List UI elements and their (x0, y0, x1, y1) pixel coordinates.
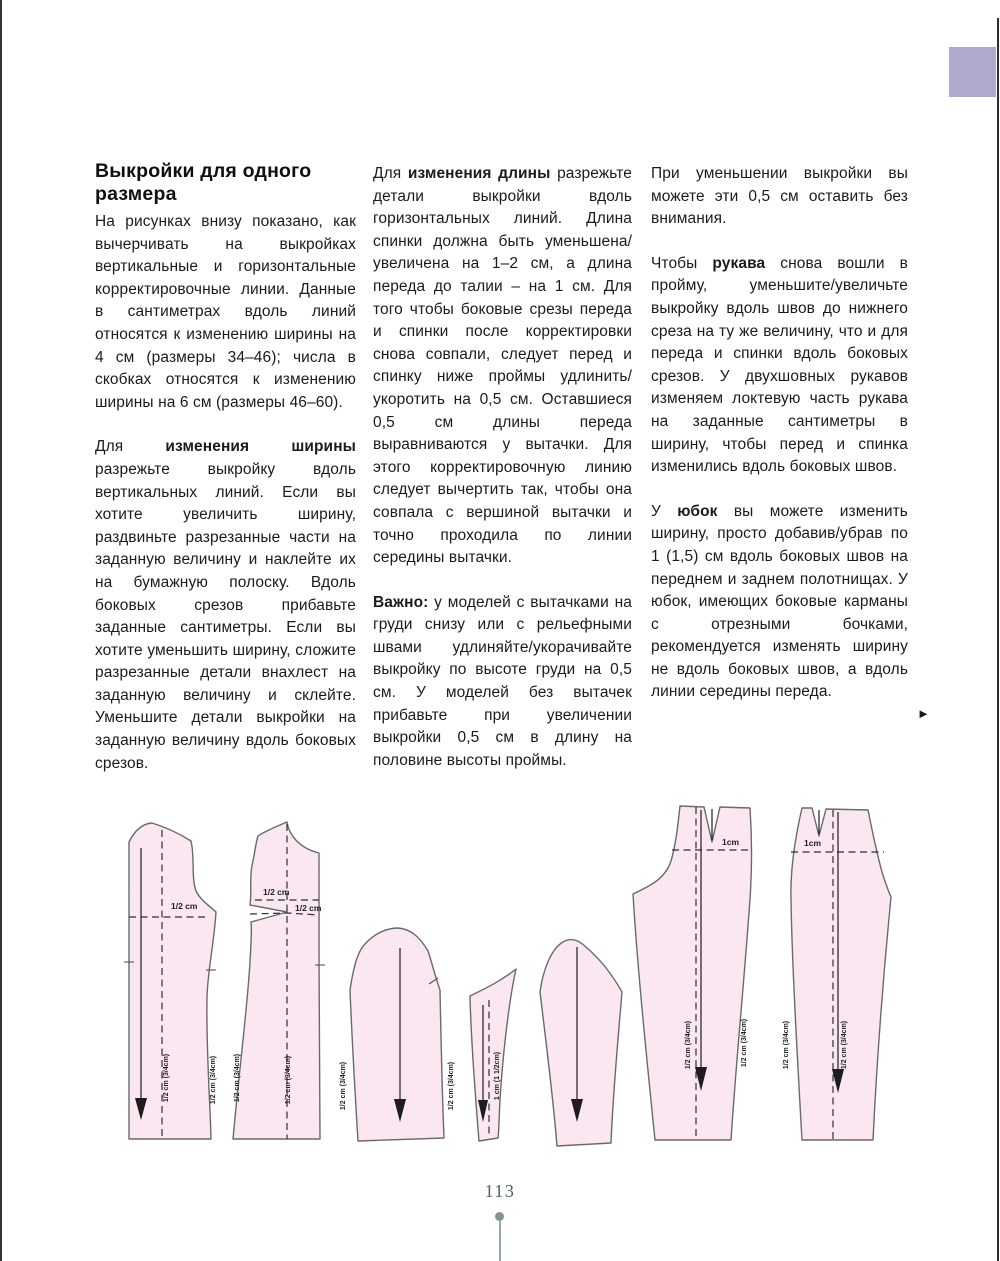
measurement-label: 1/2 cm (3/4cm) (210, 1055, 217, 1105)
pattern-piece-outline (791, 808, 891, 1140)
measurement-label: 1cm (804, 838, 822, 848)
continuation-arrow-icon: ► (917, 706, 930, 721)
measurement-label: 1 cm (1 1/2cm) (494, 1051, 501, 1101)
pattern-piece-trousers-front (783, 808, 891, 1140)
measurement-label: 1/2 cm (3/4cm) (783, 1020, 790, 1070)
pattern-piece-outline (129, 823, 216, 1139)
measurement-label: 1/2 cm (3/4cm) (741, 1018, 748, 1068)
paragraph-text: снова вошли в пройму, уменьшите/увеличьте выкройку вдоль швов до нижнего среза на ту же величину, что и для переда и спинки вдоль боковых срезов. У двухшовных рукавов изменяем локтевую часть рукава на заданные сантиметры в ширину, чтобы перед и спинка изменились вдоль боковых швов. (651, 254, 908, 476)
pattern-piece-sleeve-front (540, 940, 622, 1146)
measurement-label: 1/2 cm (263, 887, 290, 897)
pattern-piece-dress-front (233, 822, 325, 1139)
paragraph-text: Для (95, 438, 166, 456)
paragraph-bold-text: изменения ширины (165, 438, 356, 456)
measurement-label: 1/2 cm (3/4cm) (685, 1020, 692, 1070)
measurement-label: 1/2 cm (171, 901, 198, 911)
measurement-label: 1/2 cm (3/4cm) (841, 1020, 848, 1070)
pattern-piece-dress-back (124, 823, 217, 1139)
paragraph-text: У (651, 502, 678, 520)
measurement-label: 1cm (722, 837, 740, 847)
paragraph-bold-text: изменения длины (407, 165, 551, 182)
page-title: Выкройки для одного размера (95, 160, 312, 205)
paragraph-text: При уменьшении выкройки вы можете эти 0,5 см оставить без внимания. (651, 165, 908, 228)
measurement-label: 1/2 cm (3/4cm) (163, 1053, 170, 1103)
paragraph-text: разрежьте выкройку вдоль вертикальных линий. Если вы хотите увеличить ширину, раздвиньте разрезанные части на заданную величину и наклейте их на бумажную полоску. Вдоль боковых срезов прибавьте заданные сантиметры. Если вы хотите уменьшить ширину, сложите разрезанные детали внахлест на заданную величину и склейте. Уменьшите детали выкройки на заданную величину вдоль боковых срезов. (95, 460, 356, 772)
pattern-piece-outline (470, 969, 516, 1141)
paragraph-bold-text: Важно: (373, 593, 429, 611)
pattern-piece-outline (233, 822, 320, 1139)
paragraph-text: Чтобы (651, 254, 713, 272)
measurement-label: 1/2 cm (295, 903, 322, 913)
paragraph-bold-text: рукава (712, 254, 766, 272)
pattern-piece-outline (633, 806, 752, 1140)
pattern-piece-sleeve-back (340, 928, 455, 1141)
paragraph-text: разрежьте детали выкройки вдоль горизонтальных линий. Длина спинки должна быть уменьшена/увеличена на 1–2 см, а длина переда до талии – на 1 см. Для того чтобы боковые срезы переда и спинки после корректировки снова совпали, следует перед и спинку ниже проймы удлинить/укоротить на 0,5 см. Оставшиеся 0,5 см длины переда выравниваются у вытачки. Для этого корректировочную линию следует вычертить так, чтобы она совпала с вершиной вытачки и точно проходила по линии середины вытачки. (373, 165, 632, 567)
pattern-piece-undersleeve (470, 969, 516, 1141)
page-number: 113 (484, 1181, 516, 1201)
measurement-label: 1/2 cm (3/4cm) (340, 1061, 347, 1111)
measurement-label: 1/2 cm (3/4cm) (234, 1053, 241, 1103)
paragraph-text: Для (373, 165, 408, 182)
footer-ornament-line (499, 1220, 501, 1261)
paragraph-bold-text: юбок (677, 502, 718, 520)
paragraph-text: вы можете изменить ширину, просто добавив/убрав по 1 (1,5) см вдоль боковых швов на переднем и заднем полотнищах. У юбок, имеющих боковые карманы с отрезными бочками, рекомендуется изменять ширину не вдоль боковых швов, а вдоль линии середины переда. (651, 502, 908, 701)
measurement-label: 1/2 cm (3/4cm) (285, 1055, 292, 1105)
pattern-piece-trousers-back (633, 806, 752, 1140)
measurement-label: 1/2 cm (3/4cm) (448, 1061, 455, 1111)
pattern-piece-outline (540, 940, 622, 1146)
paragraph-text: На рисунках внизу показано, как вычерчивать на выкройках вертикальные и горизонтальные корректировочные линии. Данные в сантиметрах вдоль линий относятся к изменению ширины на 4 см (размеры 34–46); числа в скобках относятся к изменению ширины на 6 см (размеры 46–60). (95, 213, 356, 411)
paragraph-text: у моделей с вытачками на груди снизу или с рельефными швами удлиняйте/укорачивайте выкройку по высоте груди на 0,5 см. У моделей без вытачек прибавьте при увеличении выкройки 0,5 см в длину на половине высоты проймы. (373, 593, 632, 769)
